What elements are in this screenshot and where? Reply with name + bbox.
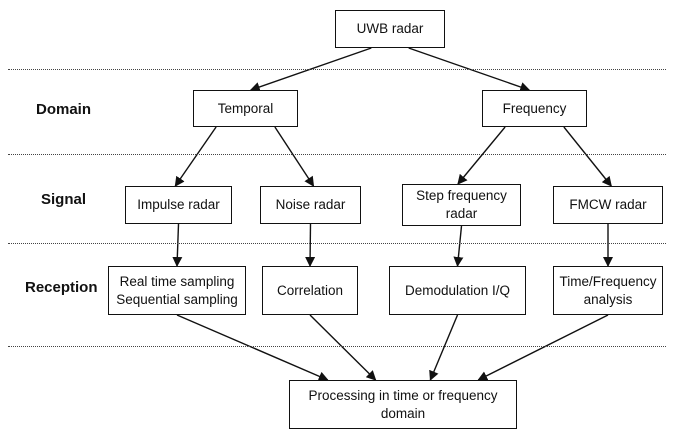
arrow-sampling-to-processing — [177, 315, 328, 380]
demodulation-node — [389, 266, 526, 315]
arrow-noise-to-correlation — [310, 224, 311, 266]
node-label: Impulse radar — [137, 197, 220, 212]
row-separator — [8, 346, 666, 347]
row-separator — [8, 69, 666, 70]
arrow-correlation-to-processing — [310, 315, 376, 380]
row-separator — [8, 154, 666, 155]
node-label-line-1: Step frequency — [416, 188, 507, 203]
node-label-line-2: domain — [380, 405, 426, 421]
correlation-node — [262, 266, 358, 315]
node-label: Frequency — [502, 100, 567, 116]
signal-row-label: Signal — [41, 191, 87, 208]
temporal-node — [193, 90, 298, 127]
impulse-radar-node — [125, 186, 232, 224]
noise-radar-node — [260, 186, 361, 224]
node-label: Correlation — [276, 282, 344, 298]
node-label: UWB radar — [356, 21, 424, 36]
node-label: Temporal — [217, 100, 274, 116]
arrow-demod-to-processing — [430, 315, 457, 380]
fmcw-radar-node — [553, 186, 663, 224]
row-separator — [8, 243, 666, 244]
arrow-frequency-to-step — [458, 127, 505, 184]
arrow-step-to-demod — [458, 226, 462, 266]
node-label: Demodulation I/Q — [404, 282, 511, 298]
uwb-radar-node — [335, 10, 445, 48]
arrow-timefreq-to-processing — [478, 315, 608, 380]
node-label: Noise radar — [275, 197, 346, 212]
step-frequency-radar-node — [402, 184, 521, 226]
arrow-frequency-to-fmcw — [564, 127, 611, 186]
node-label-line-1: Processing in time or frequency — [308, 387, 498, 403]
node-label-line-1: Real time sampling — [119, 273, 235, 289]
node-label-line-2: radar — [445, 206, 478, 221]
frequency-node — [482, 90, 587, 127]
reception-row-label: Reception — [25, 279, 98, 296]
arrow-impulse-to-sampling — [177, 224, 179, 266]
node-label-line-2: analysis — [583, 291, 633, 307]
processing-node — [289, 380, 517, 429]
arrow-temporal-to-impulse — [175, 127, 216, 186]
domain-row-label: Domain — [36, 101, 92, 118]
time-frequency-analysis-node — [553, 266, 663, 315]
node-label-line-1: Time/Frequency — [559, 273, 657, 289]
sampling-node — [108, 266, 246, 315]
node-label: FMCW radar — [569, 197, 647, 212]
node-label-line-2: Sequential sampling — [116, 291, 238, 307]
arrow-temporal-to-noise — [275, 127, 314, 186]
